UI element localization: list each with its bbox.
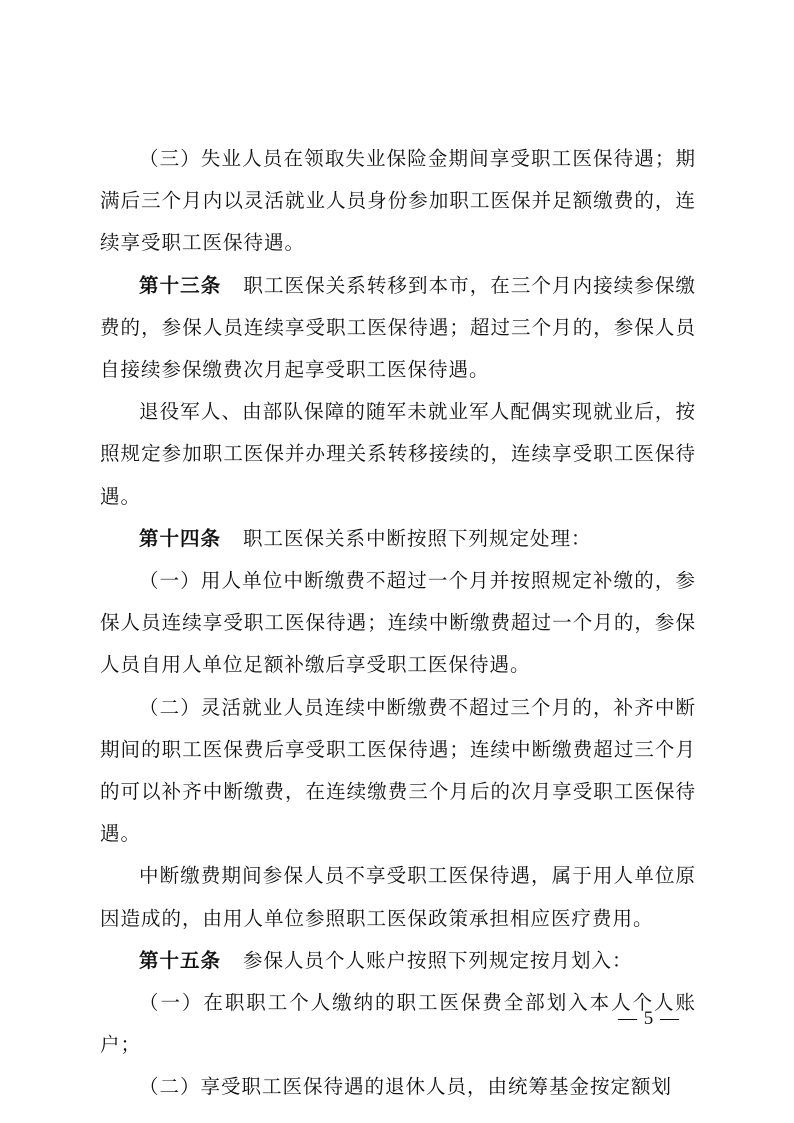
paragraph xyxy=(100,518,696,560)
paragraph-text: （三）失业人员在领取失业保险金期间享受职工医保待遇；期满后三个月内以灵活就业人员身份参加职工医保并足额缴费的，连续享受职工医保待遇。 xyxy=(100,147,696,255)
paragraph-text: （二）灵活就业人员连续中断缴费不超过三个月的，补齐中断期间的职工医保费后享受职工医保待遇；连续中断缴费超过三个月的可以补齐中断缴费，在连续缴费三个月后的次月享受职工医保待遇。 xyxy=(100,695,696,846)
paragraph xyxy=(100,560,696,687)
paragraph-text: 职工医保关系转移到本市，在三个月内接续参保缴费的，参保人员连续享受职工医保待遇；超过三个月的，参保人员自接续参保缴费次月起享受职工医保待遇。 xyxy=(100,273,696,382)
article-number: 第十四条 xyxy=(139,526,222,550)
body-text xyxy=(100,138,696,1109)
article-number: 第十五条 xyxy=(139,948,222,972)
paragraph-text: 参保人员个人账户按照下列规定按月划入： xyxy=(243,948,633,972)
paragraph xyxy=(100,391,696,518)
paragraph-text: （一）在职职工个人缴纳的职工医保费全部划入本人个人账户； xyxy=(100,991,696,1057)
paragraph-text: 退役军人、由部队保障的随军未就业军人配偶实现就业后，按照规定参加职工医保并办理关系转移接续的，连续享受职工医保待遇。 xyxy=(100,400,696,508)
paragraph xyxy=(100,687,696,856)
paragraph xyxy=(100,940,696,982)
paragraph-text: 职工医保关系中断按照下列规定处理： xyxy=(243,526,592,550)
paragraph xyxy=(100,138,696,265)
paragraph-text: （一）用人单位中断缴费不超过一个月并按照规定补缴的，参保人员连续享受职工医保待遇；连续中断缴费超过一个月的，参保人员自用人单位足额补缴后享受职工医保待遇。 xyxy=(100,569,696,677)
paragraph xyxy=(100,1066,696,1108)
paragraph xyxy=(100,265,696,392)
page-number: — 5 — xyxy=(618,1008,680,1029)
paragraph-text: 中断缴费期间参保人员不享受职工医保待遇，属于用人单位原因造成的，由用人单位参照职工医保政策承担相应医疗费用。 xyxy=(100,864,696,930)
paragraph-text: （二）享受职工医保待遇的退休人员，由统筹基金按定额划 xyxy=(139,1075,673,1099)
paragraph xyxy=(100,982,696,1066)
paragraph xyxy=(100,855,696,939)
article-number: 第十三条 xyxy=(139,273,222,297)
